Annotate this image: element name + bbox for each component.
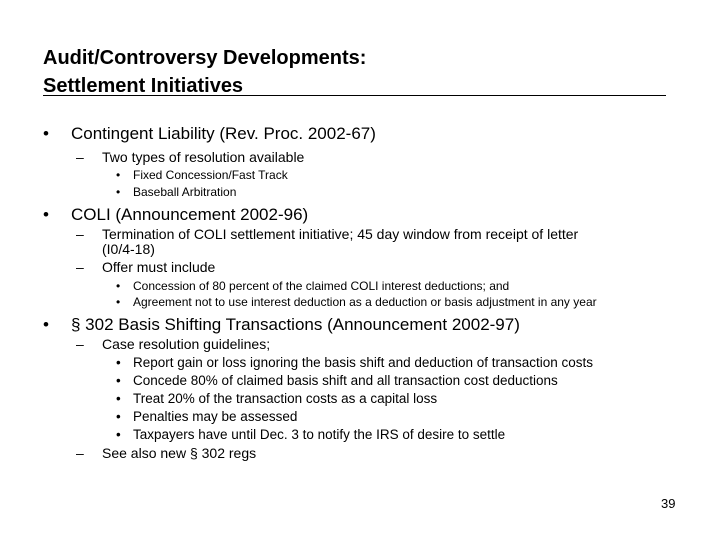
item-fixed-concession: Fixed Concession/Fast Track — [133, 168, 288, 182]
item-concede-80: Concede 80% of claimed basis shift and all transaction cost deductions — [133, 373, 558, 388]
dot-marker: • — [116, 409, 121, 424]
dot-marker: • — [116, 427, 121, 442]
sub-case-resolution: Case resolution guidelines; — [102, 336, 271, 352]
bullet-marker: • — [43, 205, 49, 224]
dot-marker: • — [116, 279, 121, 293]
bullet-302-basis-shifting: § 302 Basis Shifting Transactions (Announcement 2002-97) — [71, 315, 520, 334]
slide-title-line2: Settlement Initiatives — [43, 75, 244, 97]
item-agreement-interest: Agreement not to use interest deduction as a deduction or basis adjustment in any year — [133, 295, 597, 309]
sub-two-types: Two types of resolution available — [102, 149, 305, 165]
bullet-marker: • — [43, 315, 49, 334]
dash-marker: – — [76, 259, 84, 275]
item-penalties: Penalties may be assessed — [133, 409, 298, 424]
item-treat-20: Treat 20% of the transaction costs as a capital loss — [133, 391, 438, 406]
dot-marker: • — [116, 355, 121, 370]
sub-see-also-302: See also new § 302 regs — [102, 445, 257, 461]
sub-termination-line2: (I0/4-18) — [102, 241, 155, 257]
sub-termination-line1: Termination of COLI settlement initiative; 45 day window from receipt of letter — [102, 226, 579, 242]
item-taxpayers-until: Taxpayers have until Dec. 3 to notify the IRS of desire to settle — [133, 427, 506, 442]
dash-marker: – — [76, 336, 84, 352]
dash-marker: – — [76, 149, 84, 165]
sub-offer-must-include: Offer must include — [102, 259, 216, 275]
item-report-gain-loss: Report gain or loss ignoring the basis shift and deduction of transaction costs — [133, 355, 594, 370]
dot-marker: • — [116, 185, 121, 199]
slide-title — [43, 44, 683, 100]
dot-marker: • — [116, 168, 121, 182]
dash-marker: – — [76, 445, 84, 461]
dot-marker: • — [116, 391, 121, 406]
page-number: 39 — [661, 496, 676, 511]
dash-marker: – — [76, 226, 84, 242]
item-baseball-arbitration: Baseball Arbitration — [133, 185, 237, 199]
slide-title-line1: Audit/Controversy Developments: — [43, 47, 367, 69]
bullet-contingent-liability: Contingent Liability (Rev. Proc. 2002-67) — [71, 124, 376, 143]
item-concession-80: Concession of 80 percent of the claimed COLI interest deductions; and — [133, 279, 510, 293]
title-underline — [43, 95, 666, 96]
dot-marker: • — [116, 373, 121, 388]
bullet-marker: • — [43, 124, 49, 143]
bullet-coli: COLI (Announcement 2002-96) — [71, 205, 309, 224]
dot-marker: • — [116, 295, 121, 309]
